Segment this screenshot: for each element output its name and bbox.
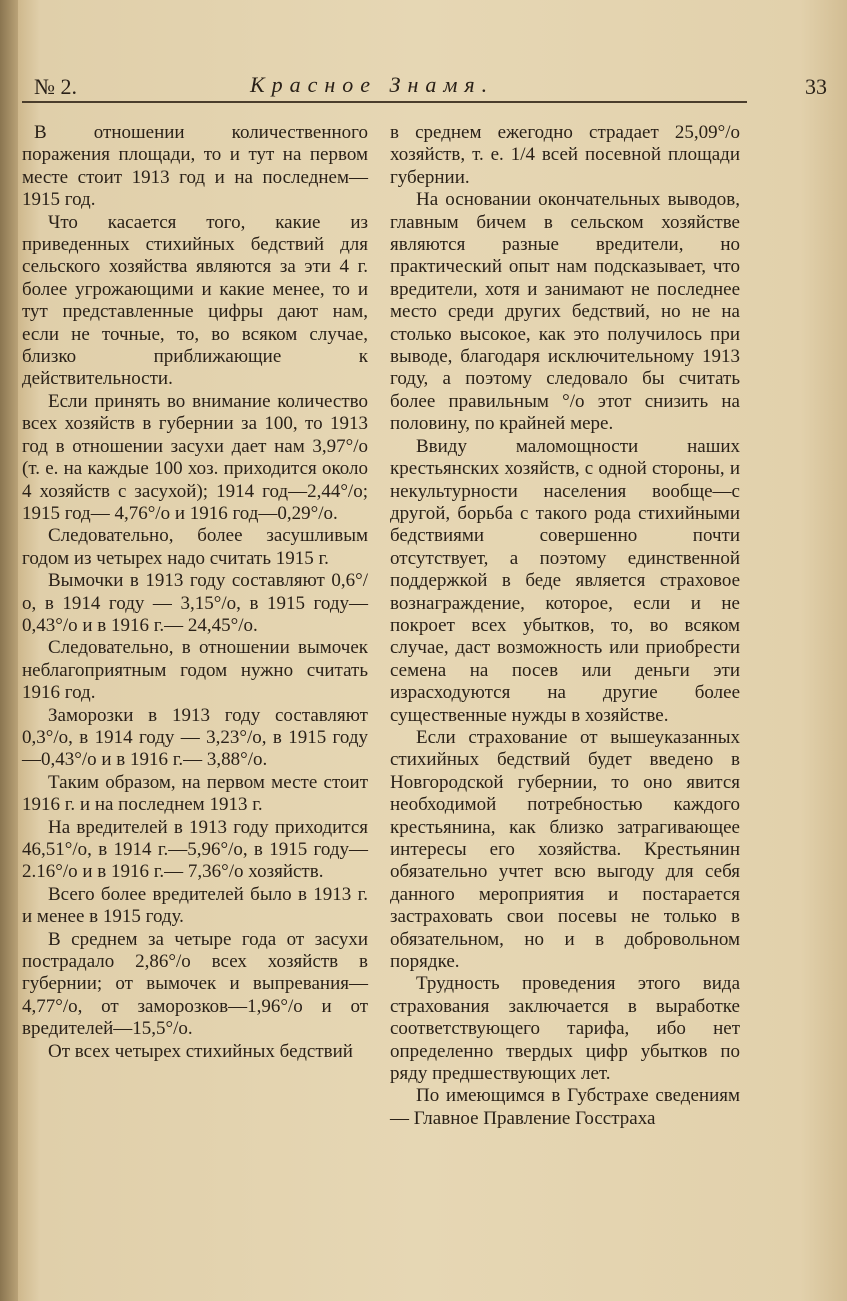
paragraph: Таким образом, на первом месте стоит 1916 г. и на последнем 1913 г. [22, 771, 368, 816]
paragraph: На вредителей в 1913 году приходится 46,51°/о, в 1914 г.—5,96°/о, в 1915 году—2.16°/о и в 1916 г.— 7,36°/о хозяйств. [22, 816, 368, 883]
paragraph: Что касается того, какие из приведенных стихийных бедствий для сельского хозяйства являются за эти 4 г. более угрожающими и какие менее, то и тут представленные цифры дают нам, если не точные, то, во всяком случае, близко приближающие к действительности. [22, 211, 368, 390]
paragraph: Ввиду маломощности наших крестьянских хозяйств, с одной стороны, и некультурности населения вообще—с другой, борьба с такого рода стихийными бедствиями совершенно почти отсутствует, а поэтому единственной поддержкой в беде является страховое вознаграждение, которое, если и не покроет всех убытков, то, во всяком случае, даст возможность или приобрести семена на посев или деньги эти израсходуются на другие более существенные нужды в хозяйстве. [390, 435, 740, 726]
paragraph: В среднем за четыре года от засухи пострадало 2,86°/о всех хозяйств в губернии; от вымочек и выпревания— 4,77°/о, от заморозков—1,96°/о и от вредителей—15,5°/о. [22, 928, 368, 1040]
binding-edge [0, 0, 18, 1301]
paragraph: На основании окончательных выводов, главным бичем в сельском хозяйстве являются разные вредители, но практический опыт нам подсказывает, что вредители, хотя и занимают не последнее место среди других бедствий, но не на столько высокое, как это получилось при выводе, благодаря исключительному 1913 году, а поэтому следовало бы считать более правильным °/о этот снизить на половину, по крайней мере. [390, 189, 740, 435]
running-title: Красное Знамя. [250, 72, 495, 97]
issue-number: № 2. [34, 74, 77, 99]
paragraph: По имеющимся в Губстрахе сведениям — Главное Правление Госстраха [390, 1085, 740, 1129]
right-column [390, 122, 740, 1130]
page-header [20, 70, 827, 102]
paragraph: Следовательно, в отношении вымочек неблагоприятным годом нужно считать 1916 год. [22, 637, 368, 704]
paragraph: В отношении количественного поражения площади, то и тут на первом месте стоит 1913 год и на последнем— 1915 год. [22, 122, 368, 211]
paragraph: Заморозки в 1913 году составляют 0,3°/о, в 1914 году — 3,23°/о, в 1915 году—0,43°/о и в 1916 г.— 3,88°/о. [22, 704, 368, 771]
paragraph: Трудность проведения этого вида страхования заключается в выработке соответствующего тарифа, ибо нет определенно твердых цифр убытков по ряду предшествующих лет. [390, 973, 740, 1085]
paragraph: Всего более вредителей было в 1913 г. и менее в 1915 году. [22, 883, 368, 928]
paragraph: Вымочки в 1913 году составляют 0,6°/о, в 1914 году — 3,15°/о, в 1915 году—0,43°/о и в 1916 г.— 24,45°/о. [22, 570, 368, 636]
left-column [22, 122, 368, 1063]
paragraph: От всех четырех стихийных бедствий [48, 1040, 353, 1062]
paragraph: Если принять во внимание количество всех хозяйств в губернии за 100, то 1913 год в отношении засухи дает нам 3,97°/о (т. е. на каждые 100 хоз. приходится около 4 хозяйств с засухой); 1914 год—2,44°/о; 1915 год— 4,76°/о и 1916 год—0,29°/о. [22, 390, 368, 524]
paragraph: Если страхование от вышеуказанных стихийных бедствий будет введено в Новгородской губернии, то оно явится необходимой потребностью каждого крестьянина, как близко затрагивающее интересы его хозяйства. Крестьянин обязательно учтет всю выгоду для себя данного мероприятия и постарается застраховать свои посевы не только в обязательном, но и в добровольном порядке. [390, 726, 740, 973]
header-rule [22, 101, 747, 103]
paragraph: в среднем ежегодно страдает 25,09°/о хозяйств, т. е. 1/4 всей посевной площади губернии. [390, 122, 740, 188]
page-number: 33 [805, 74, 827, 99]
paragraph: Следовательно, более засушливым годом из четырех надо считать 1915 г. [22, 525, 368, 569]
